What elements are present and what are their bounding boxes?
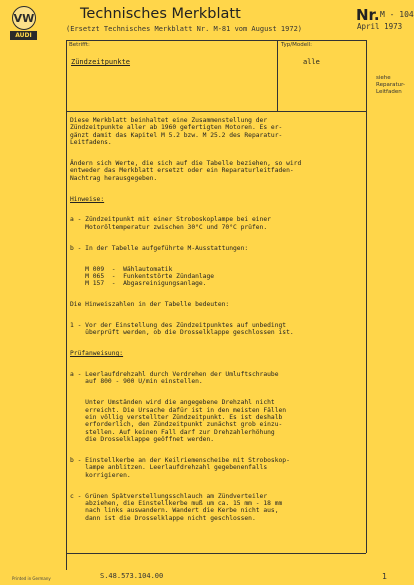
step-a-note: Unter Umständen wird die angegebene Drehzahl nicht erreicht. Die Ursache dafür ist in den meisten Fällen ein völlig verstellter Zündzeitpunkt. Es ist deshalb erforderlich, den Zündzeitpunkt zunächst grob einzu- stellen. Auf keinen Fall darf zur Drehzahlerhöhung die Drosselklappe geöffnet werden. <box>85 399 287 444</box>
document-code: S.48.573.104.00 <box>100 572 164 580</box>
page-subtitle: (Ersetzt Technisches Merkblatt Nr. M-81 vom August 1972) <box>66 25 303 33</box>
typ-value: alle <box>303 58 320 66</box>
document-body <box>70 117 370 528</box>
page-title: Technisches Merkblatt <box>80 6 241 22</box>
step-a: a - Leerlaufdrehzahl durch Verdrehen der Umluftschraube auf 800 - 900 U/min einstellen. <box>70 370 279 386</box>
page-number: 1 <box>382 572 388 581</box>
paragraph-changes: Ändern sich Werte, die sich auf die Tabelle beziehen, so wird entweder das Merkblatt ersetzt oder ein Reparaturleitfaden- Nachtrag herausgegeben. <box>70 160 302 182</box>
audi-bar-logo <box>10 31 37 40</box>
side-note-line: siehe <box>376 75 391 81</box>
frame-left-line <box>66 40 67 570</box>
number-value: M - 104 <box>380 10 414 19</box>
step-b: b - Einstellkerbe an der Keilriemenscheibe mit Stroboskop- lampe anblitzen. Leerlaufdrehzahl gegebenenfalls korrigieren. <box>70 457 290 479</box>
pruef-heading: Prüfanweisung: <box>70 350 124 358</box>
hint-a: a - Zündzeitpunkt mit einer Stroboskoplampe bei einer Motoröltemperatur zwischen 30°C und 70°C prüfen. <box>70 216 271 231</box>
hinweise-heading: Hinweise: <box>70 195 105 203</box>
betreff-value: Zündzeitpunkte <box>71 58 131 66</box>
side-note-line: Reparatur- <box>376 82 405 88</box>
frame-mid-line <box>66 111 366 112</box>
logo-text: VW <box>13 11 35 25</box>
hint-intro: Die Hinweiszahlen in der Tabelle bedeuten: <box>70 301 230 309</box>
side-note-line: Leitfaden <box>376 89 402 95</box>
typ-label: Typ/Modell: <box>281 42 312 48</box>
betreff-label: Betrifft: <box>69 42 90 48</box>
printed-note: Printed in Germany <box>12 576 51 581</box>
hint-b: b - In der Tabelle aufgeführte M-Ausstattungen: <box>70 244 249 252</box>
number-label: Nr. <box>356 6 380 24</box>
side-note <box>376 75 405 96</box>
m-equipment-list: M 009 - Wählautomatik M 065 - Funkentstörte Zündanlage M 157 - Abgasreinigungsanlage. <box>85 265 215 288</box>
issue-date: April 1973 <box>357 22 403 31</box>
header-column-separator <box>277 40 278 111</box>
hint-1: 1 - Vor der Einstellung des Zündzeitpunktes auf unbedingt überprüft werden, ob die Drosselklappe geschlossen ist. <box>70 321 294 337</box>
frame-top-line <box>66 40 366 41</box>
step-c: c - Grünen Spätverstellungsschlauch am Zündverteiler abziehen, die Einstellkerbe muß um ca. 15 mm - 18 mm nach links auswandern. Wandert die Kerbe nicht aus, dann ist die Drosselklappe nicht geschlossen. <box>70 492 283 522</box>
paragraph-intro: Diese Merkblatt beinhaltet eine Zusammenstellung der Zündzeitpunkte aller ab 1960 gefertigten Motoren. Es er- gänzt damit das Kapitel M 5.2 bzw. M 25.2 des Reparatur- Leitfadens. <box>70 117 283 147</box>
logo-bar-text: AUDI <box>15 32 32 39</box>
frame-bottom-line <box>66 553 366 554</box>
vw-logo <box>12 6 36 30</box>
